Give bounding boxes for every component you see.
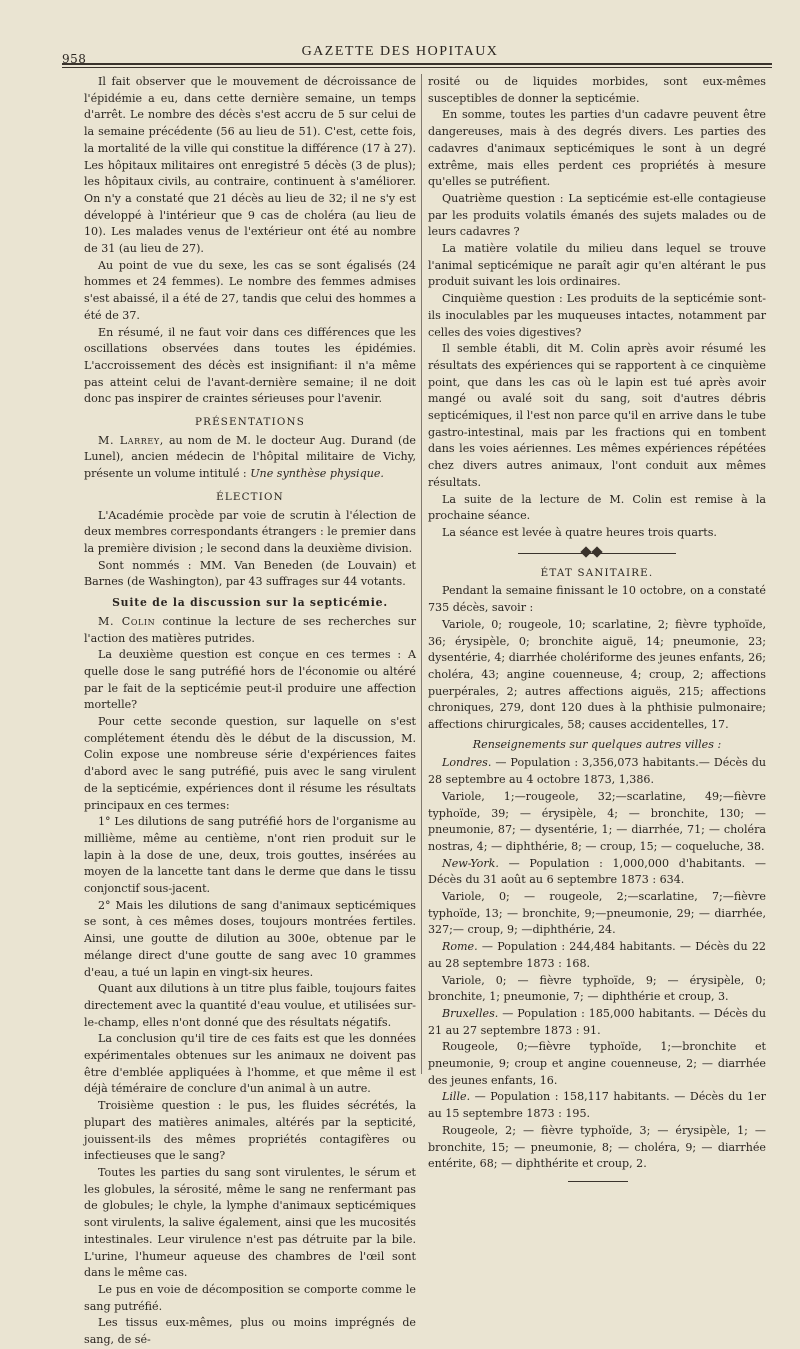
paragraph-text: au nom de M. le docteur Aug. Durand (de Lunel), ancien médecin de l'hôpital militaire de Vichy, présente un volume intitulé : [84,433,416,481]
paragraph: rosité ou de liquides morbides, sont eux-mêmes susceptibles de donner la septicémie. [428,75,766,105]
right-column [428,74,766,1182]
paragraph: Rougeole, 0;—fièvre typhoïde, 1;—bronchite et pneumonie, 9; croup et angine couenneuse, 2; — diarrhée des jeunes enfants, 16. [428,1040,766,1087]
paragraph [84,433,416,483]
city-name: Bruxelles. [442,1006,499,1020]
section-heading-presentations: PRÉSENTATIONS [195,416,305,429]
paragraph: La conclusion qu'il tire de ces faits est que les données expérimentales obtenues sur les animaux ne doivent pas être d'emblée appliquées à l'homme, et que même il est déjà téméraire de conclure d'un animal à un autre. [84,1032,416,1096]
city-name: New-York. [442,856,499,870]
paragraph: La matière volatile du milieu dans lequel se trouve l'animal septicémique ne paraît agir qu'en altérant le pus produit suivant les lois ordinaires. [428,242,766,289]
city-paragraph [428,755,766,788]
city-stats: — Population : 185,000 habitants. — Décès du 21 au 27 septembre 1873 : 91. [428,1006,766,1037]
city-paragraph [428,1006,766,1039]
paragraph [84,614,416,647]
book-title: Une synthèse physique. [250,467,384,481]
paragraph: Cinquième question : Les produits de la septicémie sont-ils inoculables par les muqueuses intactes, notamment par celles des voies digestives? [428,292,766,339]
paragraph: Variole, 0; rougeole, 10; scarlatine, 2; fièvre typhoïde, 36; érysipèle, 0; bronchite aiguë, 14; pneumonie, 23; dysentérie, 4; diarrhée cholériforme des jeunes enfants, 26; choléra, 43; angine couenneuse, 4; croup, 2; affections puerpérales, 2; autres affections aiguës, 215; affections chroniques, 279, dont 120 dues à la phthisie pulmonaire; affections chirurgicales, 58; causes accidentelles, 17. [428,617,766,732]
paragraph: Variole, 0; — rougeole, 2;—scarlatine, 7;—fièvre typhoïde, 13; — bronchite, 9;—pneumonie, 29; — diarrhée, 327;— croup, 9; —diphthérie, 24. [428,890,766,937]
journal-title: GAZETTE DES HOPITAUX [301,44,499,59]
city-stats: — Population : 244,484 habitants. — Décès du 22 au 28 septembre 1873 : 168. [428,940,766,970]
section-heading-discussion: Suite de la discussion sur la septicémie. [112,596,388,610]
page-number: 958 [62,52,87,66]
paragraph: Il semble établi, dit M. Colin après avoir résumé les résultats des expériences qui se rapportent à ce cinquième point, que dans les cas où le lapin est tué après avoir mangé ou avalé soit du sang, soit d'autres débris septicémiques, il l'est non parce qu'il en arrive dans le tube gastro-intestinal, mais par les fractions qui en tombent dans les voies aériennes. Les mêmes expériences répétées chez divers autres animaux, l'ont conduit aux mêmes résultats. [428,342,766,489]
paragraph: Troisième question : le pus, les fluides sécrétés, la plupart des matières animales, altérés par la septicité, jouissent-ils des mêmes propriétés contagifères ou infectieuses que le sang? [84,1099,416,1163]
section-heading-election: ÉLECTION [216,490,284,503]
paragraph: L'Académie procède par voie de scrutin à l'élection de deux membres correspondants étrangers : le premier dans la première division ; le second dans la deuxième division. [84,508,416,555]
paragraph: Sont nommés : MM. Van Beneden (de Louvain) et Barnes (de Washington), par 43 suffrages sur 44 votants. [84,558,416,589]
city-paragraph [428,1089,766,1122]
paragraph: Au point de vue du sexe, les cas se sont égalisés (24 hommes et 24 femmes). Le nombre des femmes admises s'est abaissé, il a été de 27, tandis que celui des hommes a été de 37. [84,258,416,322]
paragraph: 1° Les dilutions de sang putréfié hors de l'organisme au millième, même au centième, n'ont rien produit sur le lapin à la dose de une, deux, trois gouttes, insérées au moyen de la lancette tant dans le derme que dans le tissu conjonctif sous-jacent. [84,815,416,896]
ornament-diamond [591,546,602,557]
subheading-other-cities: Renseignements sur quelques autres villes : [472,737,722,751]
header-rule-thin [62,67,772,68]
paragraph: En résumé, il ne faut voir dans ces différences que les oscillations observées dans toutes les épidémies. L'accroissement des décès est insignifiant: il n'a même pas atteint celui de l'avant-dernière semaine; il ne doit donc pas inspirer de craintes sérieuses pour l'avenir. [84,325,416,406]
speaker-name: M. Colin [98,614,156,628]
city-name: Londres. [442,756,492,770]
paragraph: La séance est levée à quatre heures trois quarts. [442,525,717,539]
speaker-name: M. Larrey, [98,433,164,447]
ornament-diamond [580,546,591,557]
section-heading-etat-sanitaire: ÉTAT SANITAIRE. [540,566,654,579]
paragraph: La suite de la lecture de M. Colin est remise à la prochaine séance. [428,492,766,523]
paragraph: Toutes les parties du sang sont virulentes, le sérum et les globules, la sérosité, même le sang ne renfermant pas de globules; le chyle, la lymphe d'animaux septicémiques sont virulents, la salive également, ainsi que les mucosités intestinales. Leur virulence n'est pas détruite par la bile. L'urine, l'humeur aqueuse des chambres de l'œil sont dans le même cas. [84,1166,416,1280]
city-stats: — Population : 158,117 habitants. — Décès du 1er au 15 septembre 1873 : 195. [428,1090,766,1121]
paragraph: La deuxième question est conçue en ces termes : A quelle dose le sang putréfié hors de l'économie ou altéré par le fait de la septicémie peut-il produire une affection mortelle? [84,648,416,712]
left-column [84,74,416,1349]
city-paragraph [428,939,766,972]
paragraph: Le pus en voie de décomposition se comporte comme le sang putréfié. [84,1282,416,1313]
paragraph: Pendant la semaine finissant le 10 octobre, on a constaté 735 décès, savoir : [428,584,766,615]
header-rule-thick [62,63,772,65]
paragraph: Il fait observer que le mouvement de décroissance de l'épidémie a eu, dans cette dernière semaine, un temps d'arrêt. Le nombre des décès s'est accru de 5 sur celui de la semaine précédente (56 au lieu de 51). C'est, cette fois, la mortalité de la ville qui constitue la différence (17 à 27). Les hôpitaux militaires ont enregistré 5 décès (3 de plus); les hôpitaux civils, au contraire, continuent à s'améliorer. On n'y a constaté que 21 décès au lieu de 32; il ne s'y est développé à l'intérieur que 9 cas de choléra (au lieu de 10). Les malades venus de l'extérieur ont été au nombre de 31 (au lieu de 27). [84,75,416,256]
end-rule [568,1181,628,1182]
paragraph: En somme, toutes les parties d'un cadavre peuvent être dangereuses, mais à des degrés divers. Les parties des cadavres d'animaux septicémiques le sont à un degré extrême, mais elles perdent ces propriétés à mesure qu'elles se putréfient. [428,108,766,189]
paragraph: 2° Mais les dilutions de sang d'animaux septicémiques se sont, à ces mêmes doses, toujours montrées fertiles. Ainsi, une goutte de dilution au 300e, obtenue par le mélange direct d'une goutte de sang avec 10 grammes d'eau, a tué un lapin en vingt-six heures. [84,898,416,979]
column-divider [421,74,422,1074]
city-stats: — Population : 3,356,073 habitants.— Décès du 28 septembre au 4 octobre 1873, 1,386. [428,756,766,787]
paragraph-text: continue la lecture de ses recherches sur l'action des matières putrides. [84,614,416,645]
paragraph: Rougeole, 2; — fièvre typhoïde, 3; — érysipèle, 1; — bronchite, 15; — pneumonie, 8; — choléra, 9; — diarrhée entérite, 68; — diphthérite et croup, 2. [428,1123,766,1171]
paragraph: Quant aux dilutions à un titre plus faible, toujours faites directement avec la quantité d'eau voulue, et utilisées sur-le-champ, elles n'ont donné que des résultats négatifs. [84,982,416,1029]
paragraph: Variole, 0; — fièvre typhoïde, 9; — érysipèle, 0; bronchite, 1; pneumonie, 7; — diphthérie et croup, 3. [428,973,766,1004]
paragraph: Quatrième question : La septicémie est-elle contagieuse par les produits volatils émanés des sujets malades ou de leurs cadavres ? [428,191,766,239]
city-name: Lille. [442,1090,471,1104]
paragraph: Variole, 1;—rougeole, 32;—scarlatine, 49;—fièvre typhoïde, 39; — érysipèle, 4; — bronchite, 130; — pneumonie, 87; — dysentérie, 1; — diarrhée, 71; — choléra nostras, 4; — diphthérie, 8; — croup, 15; — coqueluche, 38. [428,789,766,853]
paragraph: Les tissus eux-mêmes, plus ou moins imprégnés de sang, de sé- [84,1316,416,1347]
city-stats: — Population : 1,000,000 d'habitants. — Décès du 31 août au 6 septembre 1873 : 634. [428,856,766,887]
city-paragraph [428,856,766,889]
paragraph: Pour cette seconde question, sur laquelle on s'est complétement étendu dès le début de la discussion, M. Colin expose une nombreuse série d'expériences faites d'abord avec le sang putréfié, puis avec le sang virulent de la septicémie, expériences dont il résume les résultats principaux en ces termes: [84,715,416,812]
section-ornament [428,547,766,559]
city-name: Rome. [442,940,478,954]
